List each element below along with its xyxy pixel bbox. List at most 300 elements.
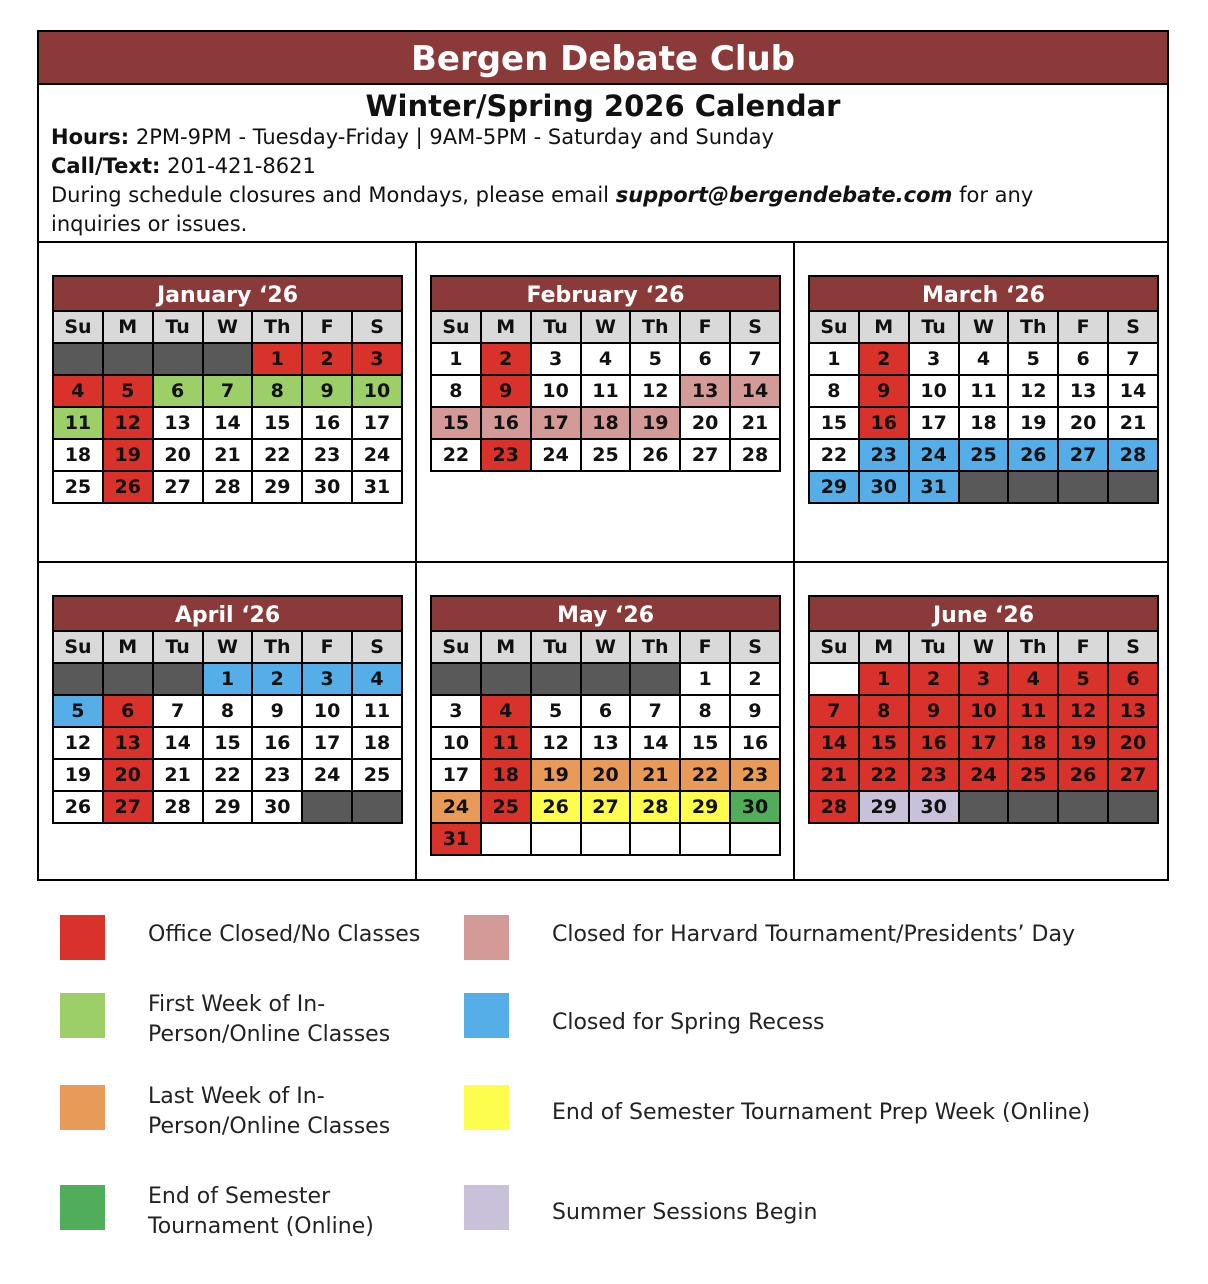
day-cell: 8	[252, 375, 302, 407]
week-row	[809, 439, 1158, 471]
day-cell: 7	[1108, 343, 1158, 375]
day-cell: 1	[809, 343, 859, 375]
day-cell: 7	[153, 695, 203, 727]
day-cell: 14	[630, 727, 680, 759]
day-cell: 20	[581, 759, 631, 791]
day-cell: 24	[909, 439, 959, 471]
day-cell: 3	[302, 663, 352, 695]
day-cell: 7	[203, 375, 253, 407]
day-cell: 23	[252, 759, 302, 791]
legend-swatch	[60, 1185, 105, 1230]
day-cell: 11	[959, 375, 1009, 407]
empty-cell	[1058, 791, 1108, 823]
day-cell: 4	[1008, 663, 1058, 695]
day-cell: 30	[302, 471, 352, 503]
weekday-header: Tu	[153, 631, 203, 663]
weekday-header: Th	[1008, 631, 1058, 663]
week-row	[431, 727, 780, 759]
day-cell: 5	[103, 375, 153, 407]
weekday-header: M	[103, 631, 153, 663]
day-cell: 9	[302, 375, 352, 407]
day-cell: 5	[53, 695, 103, 727]
legend-label: First Week of In-Person/Online Classes	[148, 992, 391, 1047]
weekday-header: W	[959, 311, 1009, 343]
day-cell: 27	[581, 791, 631, 823]
weekday-header: M	[103, 311, 153, 343]
legend-label: Office Closed/No Classes	[148, 922, 421, 947]
week-row	[53, 439, 402, 471]
day-cell: 18	[481, 759, 531, 791]
week-row	[431, 407, 780, 439]
day-cell: 16	[909, 727, 959, 759]
empty-cell	[153, 343, 203, 375]
call-line	[39, 152, 1167, 181]
empty-cell	[1008, 791, 1058, 823]
day-cell: 28	[730, 439, 780, 471]
day-cell: 29	[859, 791, 909, 823]
day-cell: 22	[252, 439, 302, 471]
day-cell: 21	[809, 759, 859, 791]
weekday-header: F	[680, 311, 730, 343]
day-cell: 7	[630, 695, 680, 727]
day-cell: 12	[531, 727, 581, 759]
day-cell: 3	[909, 343, 959, 375]
day-cell: 17	[959, 727, 1009, 759]
day-cell: 20	[103, 759, 153, 791]
weekday-header: Tu	[531, 311, 581, 343]
legend-swatch	[464, 915, 509, 960]
weekday-header: Su	[53, 631, 103, 663]
weekday-header: Su	[431, 311, 481, 343]
week-row	[431, 439, 780, 471]
day-cell: 26	[630, 439, 680, 471]
week-row	[809, 663, 1158, 695]
day-cell: 9	[481, 375, 531, 407]
weekday-header: F	[680, 631, 730, 663]
weekday-header: W	[959, 631, 1009, 663]
day-cell: 28	[203, 471, 253, 503]
day-cell: 1	[431, 343, 481, 375]
empty-cell	[581, 663, 631, 695]
day-cell: 26	[53, 791, 103, 823]
day-cell: 9	[909, 695, 959, 727]
day-cell: 19	[1008, 407, 1058, 439]
empty-cell	[630, 823, 680, 855]
day-cell: 10	[302, 695, 352, 727]
day-cell: 31	[431, 823, 481, 855]
weekday-header: F	[302, 631, 352, 663]
day-cell: 12	[1058, 695, 1108, 727]
month-title: February ‘26	[430, 275, 781, 310]
day-cell: 16	[481, 407, 531, 439]
day-cell: 12	[103, 407, 153, 439]
day-cell: 19	[103, 439, 153, 471]
week-row	[809, 375, 1158, 407]
day-cell: 27	[103, 791, 153, 823]
day-cell: 28	[630, 791, 680, 823]
day-cell: 7	[730, 343, 780, 375]
calendar-title: Winter/Spring 2026 Calendar	[365, 89, 841, 123]
day-cell: 10	[531, 375, 581, 407]
day-cell: 27	[1108, 759, 1158, 791]
empty-cell	[680, 823, 730, 855]
week-row	[53, 695, 402, 727]
support-email-link[interactable]: support@bergendebate.com	[615, 183, 953, 207]
day-cell: 17	[352, 407, 402, 439]
week-row	[53, 407, 402, 439]
day-cell: 6	[680, 343, 730, 375]
day-cell: 12	[630, 375, 680, 407]
legend-label: Closed for Harvard Tournament/Presidents’ Day	[552, 922, 1075, 947]
weekday-header: M	[859, 311, 909, 343]
months-grid	[39, 243, 1167, 881]
legend-label: End of Semester Tournament Prep Week (Online)	[552, 1100, 1091, 1125]
grid-divider	[39, 561, 1167, 563]
day-cell: 27	[1058, 439, 1108, 471]
day-cell: 28	[153, 791, 203, 823]
day-cell: 31	[352, 471, 402, 503]
weekday-header: Th	[1008, 311, 1058, 343]
legend-swatch	[464, 1085, 509, 1130]
week-row	[431, 759, 780, 791]
day-cell: 14	[153, 727, 203, 759]
empty-cell	[481, 823, 531, 855]
month-calendar	[52, 275, 403, 504]
week-row	[809, 407, 1158, 439]
day-cell: 6	[1108, 663, 1158, 695]
day-cell: 20	[1058, 407, 1108, 439]
day-cell: 24	[302, 759, 352, 791]
legend-swatch	[60, 993, 105, 1038]
day-cell: 29	[203, 791, 253, 823]
day-cell: 4	[352, 663, 402, 695]
weekday-header: Su	[809, 631, 859, 663]
day-cell: 16	[730, 727, 780, 759]
day-cell: 27	[680, 439, 730, 471]
month-title: May ‘26	[430, 595, 781, 630]
empty-cell	[581, 823, 631, 855]
empty-cell	[153, 663, 203, 695]
month-calendar	[808, 275, 1159, 504]
week-row	[53, 727, 402, 759]
day-cell: 11	[481, 727, 531, 759]
day-cell: 11	[53, 407, 103, 439]
empty-cell	[352, 791, 402, 823]
week-row	[809, 471, 1158, 503]
month-calendar	[52, 595, 403, 824]
day-cell: 22	[859, 759, 909, 791]
day-cell: 2	[302, 343, 352, 375]
day-cell: 19	[630, 407, 680, 439]
day-cell: 19	[1058, 727, 1108, 759]
legend-label: Closed for Spring Recess	[552, 1010, 825, 1035]
day-cell: 19	[53, 759, 103, 791]
weekday-header: S	[352, 631, 402, 663]
week-row	[431, 791, 780, 823]
day-cell: 3	[959, 663, 1009, 695]
legend-swatch	[464, 1185, 509, 1230]
day-cell: 23	[481, 439, 531, 471]
day-cell: 8	[203, 695, 253, 727]
day-cell: 17	[909, 407, 959, 439]
day-cell: 10	[352, 375, 402, 407]
day-cell: 15	[859, 727, 909, 759]
week-row	[53, 471, 402, 503]
day-cell: 17	[531, 407, 581, 439]
week-row	[53, 663, 402, 695]
day-cell: 9	[859, 375, 909, 407]
weekday-header: W	[581, 311, 631, 343]
day-cell: 8	[431, 375, 481, 407]
day-cell: 2	[252, 663, 302, 695]
day-cell: 23	[909, 759, 959, 791]
day-cell: 15	[431, 407, 481, 439]
weekday-header: W	[203, 311, 253, 343]
day-cell: 21	[153, 759, 203, 791]
weekday-header: Th	[630, 311, 680, 343]
call-label: Call/Text:	[51, 154, 161, 178]
week-row	[809, 727, 1158, 759]
empty-cell	[302, 791, 352, 823]
week-row	[53, 791, 402, 823]
week-row	[431, 823, 780, 855]
weekday-header: M	[859, 631, 909, 663]
week-row	[431, 695, 780, 727]
day-cell: 2	[481, 343, 531, 375]
day-cell: 12	[53, 727, 103, 759]
weekday-header: Th	[252, 311, 302, 343]
day-cell: 30	[730, 791, 780, 823]
weekday-header: F	[1058, 311, 1108, 343]
day-cell: 16	[859, 407, 909, 439]
day-cell: 18	[53, 439, 103, 471]
day-cell: 11	[352, 695, 402, 727]
weekday-header: M	[481, 311, 531, 343]
empty-cell	[1108, 791, 1158, 823]
day-cell: 8	[859, 695, 909, 727]
weekday-header: Th	[630, 631, 680, 663]
empty-cell	[203, 343, 253, 375]
day-cell: 6	[103, 695, 153, 727]
day-cell: 21	[203, 439, 253, 471]
hours-value: 2PM-9PM - Tuesday-Friday | 9AM-5PM - Saturday and Sunday	[135, 125, 774, 149]
day-cell: 26	[1008, 439, 1058, 471]
weekday-header: M	[481, 631, 531, 663]
hours-label: Hours:	[51, 125, 130, 149]
day-cell: 10	[909, 375, 959, 407]
weekday-header: S	[1108, 311, 1158, 343]
day-cell: 12	[1008, 375, 1058, 407]
day-cell: 29	[680, 791, 730, 823]
month-calendar	[430, 275, 781, 472]
empty-cell	[53, 343, 103, 375]
empty-cell	[1008, 471, 1058, 503]
day-cell: 14	[730, 375, 780, 407]
day-cell: 29	[809, 471, 859, 503]
legend-swatch	[60, 1085, 105, 1130]
hours-line	[39, 123, 1167, 152]
day-cell: 17	[302, 727, 352, 759]
notice-pre: During schedule closures and Mondays, please email	[51, 183, 610, 207]
week-row	[431, 343, 780, 375]
day-cell: 13	[581, 727, 631, 759]
weekday-header: Tu	[909, 631, 959, 663]
day-cell: 25	[53, 471, 103, 503]
day-cell: 3	[431, 695, 481, 727]
legend-label: End of Semester Tournament (Online)	[148, 1184, 374, 1239]
notice-post: for any inquiries or issues.	[51, 183, 1034, 236]
day-cell: 4	[53, 375, 103, 407]
day-cell: 30	[252, 791, 302, 823]
day-cell: 2	[730, 663, 780, 695]
day-cell: 1	[680, 663, 730, 695]
week-row	[431, 663, 780, 695]
weekday-header: Tu	[909, 311, 959, 343]
day-cell: 8	[680, 695, 730, 727]
day-cell: 18	[1008, 727, 1058, 759]
day-cell: 24	[352, 439, 402, 471]
day-cell: 23	[859, 439, 909, 471]
weekday-header: S	[352, 311, 402, 343]
day-cell: 15	[252, 407, 302, 439]
weekday-header: W	[581, 631, 631, 663]
weekday-header: Tu	[531, 631, 581, 663]
day-cell: 25	[959, 439, 1009, 471]
day-cell: 24	[431, 791, 481, 823]
day-cell: 8	[809, 375, 859, 407]
info-panel	[39, 85, 1167, 243]
day-cell: 30	[859, 471, 909, 503]
day-cell: 15	[203, 727, 253, 759]
day-cell: 9	[252, 695, 302, 727]
day-cell: 4	[959, 343, 1009, 375]
week-row	[809, 343, 1158, 375]
day-cell: 10	[959, 695, 1009, 727]
week-row	[809, 791, 1158, 823]
legend-swatch	[464, 993, 509, 1038]
week-row	[431, 375, 780, 407]
day-cell: 22	[203, 759, 253, 791]
weekday-header: F	[1058, 631, 1108, 663]
day-cell: 9	[730, 695, 780, 727]
day-cell: 4	[481, 695, 531, 727]
day-cell: 10	[431, 727, 481, 759]
day-cell: 5	[1008, 343, 1058, 375]
week-row	[53, 375, 402, 407]
week-row	[809, 759, 1158, 791]
day-cell: 4	[581, 343, 631, 375]
week-row	[53, 759, 402, 791]
day-cell: 6	[581, 695, 631, 727]
day-cell: 13	[1058, 375, 1108, 407]
day-cell: 20	[153, 439, 203, 471]
weekday-header: S	[730, 631, 780, 663]
empty-cell	[531, 663, 581, 695]
day-cell: 5	[630, 343, 680, 375]
call-value: 201-421-8621	[167, 154, 316, 178]
week-row	[53, 343, 402, 375]
month-title: April ‘26	[52, 595, 403, 630]
day-cell: 18	[581, 407, 631, 439]
day-cell: 22	[431, 439, 481, 471]
weekday-header: S	[730, 311, 780, 343]
day-cell: 20	[680, 407, 730, 439]
day-cell: 23	[730, 759, 780, 791]
day-cell: 20	[1108, 727, 1158, 759]
day-cell: 5	[531, 695, 581, 727]
empty-cell	[431, 663, 481, 695]
org-title: Bergen Debate Club	[39, 32, 1167, 85]
day-cell: 21	[1108, 407, 1158, 439]
day-cell: 29	[252, 471, 302, 503]
day-cell: 1	[859, 663, 909, 695]
day-cell: 21	[630, 759, 680, 791]
day-cell: 3	[352, 343, 402, 375]
day-cell: 22	[680, 759, 730, 791]
day-cell: 13	[153, 407, 203, 439]
day-cell: 13	[680, 375, 730, 407]
month-calendar	[430, 595, 781, 856]
day-cell: 11	[1008, 695, 1058, 727]
weekday-header: S	[1108, 631, 1158, 663]
empty-cell	[481, 663, 531, 695]
day-cell: 15	[680, 727, 730, 759]
day-cell: 26	[1058, 759, 1108, 791]
day-cell: 14	[1108, 375, 1158, 407]
empty-cell	[730, 823, 780, 855]
day-cell: 23	[302, 439, 352, 471]
weekday-header: Su	[431, 631, 481, 663]
month-title: March ‘26	[808, 275, 1159, 310]
day-cell: 14	[809, 727, 859, 759]
day-cell: 2	[859, 343, 909, 375]
empty-cell	[809, 663, 859, 695]
month-title: June ‘26	[808, 595, 1159, 630]
day-cell: 14	[203, 407, 253, 439]
day-cell: 6	[1058, 343, 1108, 375]
weekday-header: F	[302, 311, 352, 343]
day-cell: 24	[959, 759, 1009, 791]
day-cell: 30	[909, 791, 959, 823]
day-cell: 25	[581, 439, 631, 471]
weekday-header: Su	[53, 311, 103, 343]
day-cell: 28	[1108, 439, 1158, 471]
day-cell: 13	[1108, 695, 1158, 727]
day-cell: 24	[531, 439, 581, 471]
month-calendar	[808, 595, 1159, 824]
empty-cell	[103, 663, 153, 695]
day-cell: 31	[909, 471, 959, 503]
empty-cell	[959, 471, 1009, 503]
weekday-header: Th	[252, 631, 302, 663]
day-cell: 6	[153, 375, 203, 407]
empty-cell	[1058, 471, 1108, 503]
day-cell: 13	[103, 727, 153, 759]
weekday-header: W	[203, 631, 253, 663]
legend-swatch	[60, 915, 105, 960]
empty-cell	[53, 663, 103, 695]
day-cell: 1	[203, 663, 253, 695]
notice-text	[39, 181, 1121, 239]
empty-cell	[103, 343, 153, 375]
day-cell: 11	[581, 375, 631, 407]
day-cell: 26	[531, 791, 581, 823]
day-cell: 19	[531, 759, 581, 791]
day-cell: 16	[252, 727, 302, 759]
empty-cell	[1108, 471, 1158, 503]
day-cell: 18	[352, 727, 402, 759]
day-cell: 1	[252, 343, 302, 375]
